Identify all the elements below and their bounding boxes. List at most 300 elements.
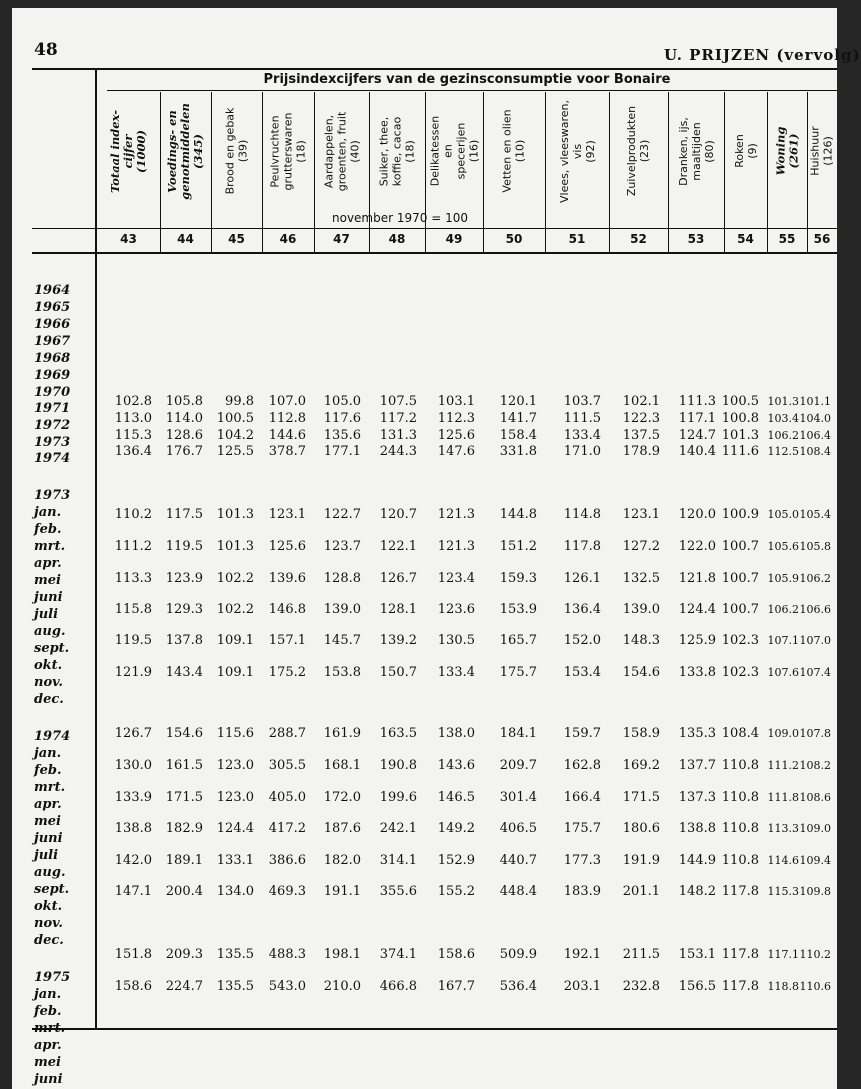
table-cell: 182.0 [323, 853, 361, 868]
row-label: nov. [34, 675, 63, 690]
table-cell: 114.8 [563, 507, 601, 522]
column-header-line: (39) [236, 139, 250, 163]
column-header [483, 92, 545, 210]
column-header-line: en [441, 144, 454, 158]
table-cell: 106.2 [767, 429, 799, 442]
column-header-line: groenten, fruit [335, 111, 349, 191]
table-cell: 355.6 [379, 884, 417, 899]
table-cell: 152.9 [437, 853, 475, 868]
column-number: 54 [737, 232, 754, 246]
table-cell: 112.5 [767, 445, 799, 458]
table-cell: 314.1 [379, 853, 417, 868]
table-cell: 163.5 [379, 726, 417, 741]
column-header [724, 92, 767, 210]
row-label: 1964 [34, 283, 71, 298]
table-cell: 105.8 [799, 540, 831, 553]
table-cell: 109.1 [216, 633, 254, 648]
table-cell: 103.4 [767, 412, 799, 425]
table-cell: 120.1 [499, 394, 537, 409]
table-cell: 125.6 [437, 428, 475, 443]
table-cell: 112.3 [437, 411, 475, 426]
row-label: mrt. [34, 780, 66, 795]
table-cell: 100.7 [721, 602, 759, 617]
table-cell: 153.8 [323, 665, 361, 680]
table-cell: 106.2 [767, 603, 799, 616]
table-cell: 122.0 [678, 539, 716, 554]
row-label: 1973 [34, 435, 71, 450]
table-cell: 139.0 [622, 602, 660, 617]
table-cell: 105.6 [767, 540, 799, 553]
table-cell: 488.3 [268, 947, 306, 962]
column-header [807, 92, 837, 210]
table-cell: 111.6 [721, 444, 759, 459]
table-cell: 100.9 [721, 507, 759, 522]
column-header-line: vis [570, 143, 584, 159]
table-cell: 114.6 [767, 854, 799, 867]
table-cell: 183.9 [563, 884, 601, 899]
table-cell: 120.0 [678, 507, 716, 522]
table-cell: 232.8 [622, 979, 660, 994]
title-underline [107, 90, 837, 91]
column-header-line: Huishuur [809, 126, 822, 176]
row-label: 1968 [34, 351, 71, 366]
table-cell: 124.7 [678, 428, 716, 443]
column-header-line: maaltijden [689, 121, 703, 181]
column-header-line: cijfer [121, 134, 136, 168]
table-cell: 113.3 [114, 571, 152, 586]
bottom-rule [32, 1028, 837, 1030]
table-cell: 107.5 [379, 394, 417, 409]
table-cell: 200.4 [165, 884, 203, 899]
row-label: dec. [34, 933, 64, 948]
row-label: nov. [34, 916, 63, 931]
column-header [97, 92, 160, 210]
row-label: mei [34, 814, 61, 829]
table-cell: 113.3 [767, 822, 799, 835]
table-cell: 165.7 [499, 633, 537, 648]
row-label: 1967 [34, 334, 71, 349]
table-cell: 159.7 [563, 726, 601, 741]
row-label: mei [34, 1055, 61, 1070]
column-header-line: (80) [702, 139, 716, 163]
column-number: 43 [120, 232, 137, 246]
table-cell: 301.4 [499, 790, 537, 805]
table-cell: 417.2 [268, 821, 306, 836]
table-cell: 133.4 [563, 428, 601, 443]
column-number: 44 [177, 232, 194, 246]
table-cell: 101.3 [767, 395, 799, 408]
table-cell: 189.1 [165, 853, 203, 868]
table-cell: 141.7 [499, 411, 537, 426]
table-cell: 137.7 [678, 758, 716, 773]
column-header [369, 92, 425, 210]
table-cell: 209.3 [165, 947, 203, 962]
row-label: 1971 [34, 401, 71, 416]
table-cell: 469.3 [268, 884, 306, 899]
table-cell: 244.3 [379, 444, 417, 459]
document-page [12, 8, 861, 1089]
table-cell: 101.3 [216, 539, 254, 554]
row-label: aug. [34, 624, 66, 639]
table-cell: 169.2 [622, 758, 660, 773]
column-number: 48 [388, 232, 406, 246]
table-cell: 133.8 [678, 665, 716, 680]
table-cell: 142.0 [114, 853, 152, 868]
column-header [767, 92, 807, 210]
table-cell: 107.6 [767, 666, 799, 679]
table-cell: 104.2 [216, 428, 254, 443]
column-header-line: (126) [822, 136, 835, 166]
row-label: feb. [34, 763, 62, 778]
table-cell: 117.8 [721, 884, 759, 899]
table-cell: 123.1 [268, 507, 306, 522]
table-cell: 123.4 [437, 571, 475, 586]
table-cell: 191.9 [622, 853, 660, 868]
table-cell: 182.9 [165, 821, 203, 836]
table-cell: 106.6 [799, 603, 831, 616]
row-label: juli [34, 848, 59, 863]
table-cell: 191.1 [323, 884, 361, 899]
row-label: juni [34, 590, 63, 605]
table-cell: 184.1 [499, 726, 537, 741]
row-label: okt. [34, 899, 63, 914]
table-cell: 159.3 [499, 571, 537, 586]
table-cell: 121.9 [114, 665, 152, 680]
column-header-line: Zuivelprodukten [625, 105, 639, 197]
column-header [545, 92, 609, 210]
table-cell: 137.3 [678, 790, 716, 805]
table-cell: 107.0 [268, 394, 306, 409]
table-cell: 122.7 [323, 507, 361, 522]
table-cell: 146.5 [437, 790, 475, 805]
table-cell: 175.7 [563, 821, 601, 836]
table-cell: 209.7 [499, 758, 537, 773]
table-cell: 152.0 [563, 633, 601, 648]
table-cell: 466.8 [379, 979, 417, 994]
table-cell: 180.6 [622, 821, 660, 836]
table-cell: 156.5 [678, 979, 716, 994]
table-cell: 123.0 [216, 790, 254, 805]
table-cell: 117.8 [721, 979, 759, 994]
column-number: 55 [778, 232, 796, 246]
table-cell: 110.6 [799, 980, 831, 993]
table-cell: 123.0 [216, 758, 254, 773]
header-bottom-rule [32, 228, 837, 229]
column-header [609, 92, 668, 210]
table-cell: 162.8 [563, 758, 601, 773]
column-header-line: (345) [191, 133, 205, 169]
column-header-line: Suiker, thee, [377, 116, 391, 186]
table-cell: 117.2 [379, 411, 417, 426]
column-header-line: Peulvruchten [268, 114, 282, 188]
table-title: Prijsindexcijfers van de gezinsconsumptie voor Bonaire [263, 72, 671, 87]
table-cell: 119.5 [114, 633, 152, 648]
table-cell: 171.5 [622, 790, 660, 805]
row-label: 1974 [34, 451, 71, 466]
table-cell: 123.1 [622, 507, 660, 522]
table-cell: 153.1 [678, 947, 716, 962]
table-cell: 102.3 [721, 633, 759, 648]
column-header-line: (10) [514, 139, 527, 163]
column-header-line: Dranken, ijs, [676, 116, 690, 186]
column-header-line: Vetten en olien [501, 109, 514, 193]
column-number: 52 [630, 232, 647, 246]
column-number: 51 [568, 232, 586, 246]
table-cell: 305.5 [268, 758, 306, 773]
table-cell: 133.1 [216, 853, 254, 868]
table-cell: 105.4 [799, 508, 831, 521]
table-cell: 129.3 [165, 602, 203, 617]
column-header-line: (18) [294, 139, 308, 163]
column-header-line: specerijen [454, 122, 467, 180]
table-cell: 110.8 [721, 758, 759, 773]
table-cell: 199.6 [379, 790, 417, 805]
column-header [314, 92, 369, 210]
table-cell: 111.2 [767, 759, 799, 772]
table-cell: 115.3 [114, 428, 152, 443]
table-cell: 111.5 [563, 411, 601, 426]
table-cell: 111.3 [678, 394, 716, 409]
row-label: feb. [34, 1004, 62, 1019]
table-cell: 101.3 [216, 507, 254, 522]
table-cell: 124.4 [678, 602, 716, 617]
column-header-line: (40) [348, 139, 362, 163]
section-title: U. PRIJZEN (vervolg) [664, 46, 861, 64]
table-cell: 118.8 [767, 980, 799, 993]
column-header-line: Aardappelen, [322, 114, 336, 188]
row-label: sept. [34, 641, 70, 656]
table-cell: 143.6 [437, 758, 475, 773]
table-cell: 224.7 [165, 979, 203, 994]
table-cell: 113.0 [114, 411, 152, 426]
page-number: 48 [34, 40, 58, 60]
table-cell: 100.5 [721, 394, 759, 409]
table-cell: 158.6 [114, 979, 152, 994]
table-cell: 110.8 [721, 790, 759, 805]
table-cell: 211.5 [622, 947, 660, 962]
table-cell: 148.2 [678, 884, 716, 899]
table-cell: 150.7 [379, 665, 417, 680]
column-header-line: Totaal index- [108, 109, 123, 193]
table-cell: 105.9 [767, 572, 799, 585]
table-cell: 110.8 [721, 821, 759, 836]
table-cell: 177.1 [323, 444, 361, 459]
colnum-bottom-rule [32, 252, 837, 254]
row-label: 1969 [34, 368, 71, 383]
table-cell: 331.8 [499, 444, 537, 459]
column-header-line: (9) [745, 143, 759, 159]
table-cell: 178.9 [622, 444, 660, 459]
table-cell: 111.8 [767, 791, 799, 804]
row-label: feb. [34, 522, 62, 537]
table-cell: 536.4 [499, 979, 537, 994]
table-cell: 242.1 [379, 821, 417, 836]
table-cell: 123.7 [323, 539, 361, 554]
table-cell: 166.4 [563, 790, 601, 805]
column-header [211, 92, 262, 210]
table-cell: 135.5 [216, 979, 254, 994]
column-header-line: Brood en gebak [223, 107, 237, 195]
table-cell: 103.7 [563, 394, 601, 409]
table-cell: 100.7 [721, 571, 759, 586]
table-cell: 136.4 [114, 444, 152, 459]
table-cell: 117.1 [767, 948, 799, 961]
table-cell: 100.8 [721, 411, 759, 426]
table-cell: 144.8 [499, 507, 537, 522]
row-label: dec. [34, 692, 64, 707]
table-cell: 175.2 [268, 665, 306, 680]
column-number: 45 [228, 232, 245, 246]
table-cell: 145.7 [323, 633, 361, 648]
table-cell: 135.3 [678, 726, 716, 741]
table-cell: 151.2 [499, 539, 537, 554]
table-cell: 109.4 [799, 854, 831, 867]
table-cell: 543.0 [268, 979, 306, 994]
table-cell: 171.5 [165, 790, 203, 805]
table-cell: 133.4 [437, 665, 475, 680]
table-cell: 146.8 [268, 602, 306, 617]
table-cell: 158.4 [499, 428, 537, 443]
table-cell: 102.3 [721, 665, 759, 680]
table-cell: 107.8 [799, 727, 831, 740]
table-cell: 117.1 [678, 411, 716, 426]
table-cell: 155.2 [437, 884, 475, 899]
table-cell: 107.1 [767, 634, 799, 647]
table-cell: 140.4 [678, 444, 716, 459]
table-cell: 127.2 [622, 539, 660, 554]
row-label: apr. [34, 797, 62, 812]
table-cell: 121.3 [437, 539, 475, 554]
column-header-line: Voedings- en [165, 109, 179, 193]
table-cell: 171.0 [563, 444, 601, 459]
base-period-note: november 1970 = 100 [332, 211, 468, 225]
table-cell: 102.8 [114, 394, 152, 409]
table-cell: 115.3 [767, 885, 799, 898]
column-number: 50 [505, 232, 523, 246]
table-cell: 154.6 [165, 726, 203, 741]
table-cell: 107.0 [799, 634, 831, 647]
column-header [160, 92, 211, 210]
table-cell: 105.0 [767, 508, 799, 521]
column-header-line: (261) [786, 133, 800, 169]
table-cell: 138.0 [437, 726, 475, 741]
table-cell: 175.7 [499, 665, 537, 680]
table-cell: 125.9 [678, 633, 716, 648]
column-header-line: (92) [583, 139, 597, 163]
table-cell: 101.3 [721, 428, 759, 443]
column-header-line: (23) [638, 139, 652, 163]
table-cell: 198.1 [323, 947, 361, 962]
column-number: 56 [813, 232, 831, 246]
table-cell: 139.2 [379, 633, 417, 648]
table-cell: 157.1 [268, 633, 306, 648]
table-cell: 121.8 [678, 571, 716, 586]
column-header-line: koffie, cacao [390, 116, 404, 186]
table-cell: 177.3 [563, 853, 601, 868]
table-cell: 122.3 [622, 411, 660, 426]
row-label: mei [34, 573, 61, 588]
table-cell: 176.7 [165, 444, 203, 459]
table-cell: 110.2 [799, 948, 831, 961]
table-cell: 137.5 [622, 428, 660, 443]
table-cell: 128.6 [165, 428, 203, 443]
table-cell: 203.1 [563, 979, 601, 994]
column-header-line: grutterswaren [281, 112, 295, 190]
table-cell: 137.8 [165, 633, 203, 648]
table-cell: 128.1 [379, 602, 417, 617]
table-cell: 120.7 [379, 507, 417, 522]
table-cell: 102.2 [216, 602, 254, 617]
table-cell: 210.0 [323, 979, 361, 994]
table-cell: 117.8 [563, 539, 601, 554]
table-cell: 119.5 [165, 539, 203, 554]
table-cell: 108.4 [799, 445, 831, 458]
table-cell: 448.4 [499, 884, 537, 899]
column-number: 53 [687, 232, 705, 246]
table-cell: 406.5 [499, 821, 537, 836]
table-cell: 153.9 [499, 602, 537, 617]
table-cell: 109.1 [216, 665, 254, 680]
row-label: 1972 [34, 418, 71, 433]
table-cell: 100.5 [216, 411, 254, 426]
row-label: apr. [34, 1038, 62, 1053]
column-header-line: (16) [467, 139, 480, 163]
column-header-line: genotmiddelen [178, 102, 192, 200]
table-cell: 105.8 [165, 394, 203, 409]
table-cell: 124.4 [216, 821, 254, 836]
table-cell: 154.6 [622, 665, 660, 680]
table-cell: 106.4 [799, 429, 831, 442]
table-cell: 107.4 [799, 666, 831, 679]
table-cell: 161.5 [165, 758, 203, 773]
table-cell: 190.8 [379, 758, 417, 773]
table-cell: 192.1 [563, 947, 601, 962]
table-cell: 121.3 [437, 507, 475, 522]
row-label: 1974 [34, 729, 71, 744]
table-cell: 135.5 [216, 947, 254, 962]
column-header [425, 92, 483, 210]
table-cell: 440.7 [499, 853, 537, 868]
table-cell: 126.7 [379, 571, 417, 586]
table-cell: 134.0 [216, 884, 254, 899]
table-cell: 378.7 [268, 444, 306, 459]
table-cell: 136.4 [563, 602, 601, 617]
row-label: 1966 [34, 317, 71, 332]
table-cell: 138.8 [678, 821, 716, 836]
table-cell: 115.6 [216, 726, 254, 741]
table-cell: 117.5 [165, 507, 203, 522]
row-label: 1970 [34, 385, 71, 400]
table-cell: 109.0 [799, 822, 831, 835]
table-cell: 132.5 [622, 571, 660, 586]
table-cell: 144.6 [268, 428, 306, 443]
table-cell: 139.0 [323, 602, 361, 617]
table-cell: 201.1 [622, 884, 660, 899]
column-header [262, 92, 314, 210]
column-header-line: Roken [732, 134, 746, 168]
table-cell: 125.5 [216, 444, 254, 459]
table-cell: 509.9 [499, 947, 537, 962]
table-cell: 161.9 [323, 726, 361, 741]
table-cell: 149.2 [437, 821, 475, 836]
table-cell: 110.2 [114, 507, 152, 522]
row-label: sept. [34, 882, 70, 897]
table-cell: 115.8 [114, 602, 152, 617]
table-cell: 135.6 [323, 428, 361, 443]
row-label: 1965 [34, 300, 71, 315]
column-header-line: Vlees, vleeswaren, [557, 99, 571, 203]
row-label: aug. [34, 865, 66, 880]
